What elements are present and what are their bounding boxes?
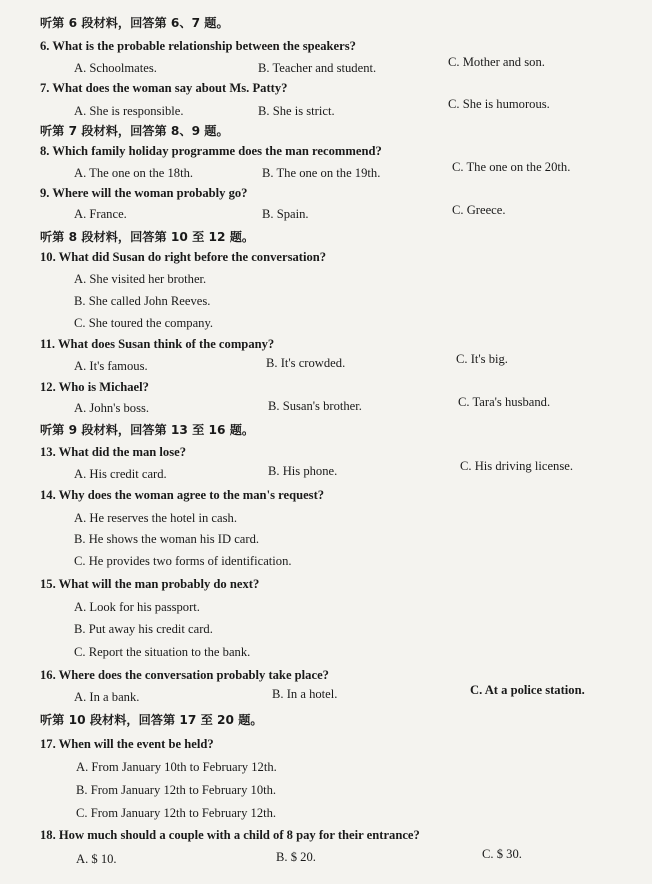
option-9c: C. Greece. bbox=[452, 203, 506, 217]
option-15c: C. Report the situation to the bank. bbox=[74, 645, 251, 659]
option-10c: C. She toured the company. bbox=[74, 316, 214, 330]
question-stem-15: 15. What will the man probably do next? bbox=[40, 577, 260, 591]
option-17b: B. From January 12th to February 10th. bbox=[76, 783, 277, 797]
option-11c: C. It's big. bbox=[456, 352, 508, 366]
option-16b: B. In a hotel. bbox=[272, 687, 338, 701]
option-13b: B. His phone. bbox=[268, 464, 338, 478]
option-12a: A. John's boss. bbox=[74, 401, 150, 415]
section-header-6: 听第 6 段材料，回答第 6、7 题。 bbox=[40, 16, 229, 30]
option-12b: B. Susan's brother. bbox=[268, 399, 362, 413]
option-14b: B. He shows the woman his ID card. bbox=[74, 532, 260, 546]
option-18b: B. $ 20. bbox=[276, 850, 316, 864]
option-8b: B. The one on the 19th. bbox=[262, 166, 381, 180]
option-7c: C. She is humorous. bbox=[448, 97, 550, 111]
option-9a: A. France. bbox=[74, 207, 127, 221]
section-header-10: 听第 10 段材料，回答第 17 至 20 题。 bbox=[40, 713, 263, 727]
question-stem-10: 10. What did Susan do right before the conversation? bbox=[40, 250, 327, 264]
option-6c: C. Mother and son. bbox=[448, 55, 545, 69]
option-6b: B. Teacher and student. bbox=[258, 61, 377, 75]
option-10b: B. She called John Reeves. bbox=[74, 294, 211, 308]
section-header-8: 听第 8 段材料，回答第 10 至 12 题。 bbox=[40, 230, 255, 244]
option-18c: C. $ 30. bbox=[482, 847, 522, 861]
option-15a: A. Look for his passport. bbox=[74, 600, 200, 614]
option-15b: B. Put away his credit card. bbox=[74, 622, 213, 636]
section-header-9: 听第 9 段材料，回答第 13 至 16 题。 bbox=[40, 423, 255, 437]
option-7b: B. She is strict. bbox=[258, 104, 335, 118]
question-stem-7: 7. What does the woman say about Ms. Patty? bbox=[40, 81, 288, 95]
question-stem-14: 14. Why does the woman agree to the man's request? bbox=[40, 488, 325, 502]
question-stem-11: 11. What does Susan think of the company? bbox=[40, 337, 275, 351]
option-17c: C. From January 12th to February 12th. bbox=[76, 806, 277, 820]
option-8a: A. The one on the 18th. bbox=[74, 166, 194, 180]
question-stem-16: 16. Where does the conversation probably take place? bbox=[40, 668, 329, 682]
option-12c: C. Tara's husband. bbox=[458, 395, 551, 409]
question-stem-17: 17. When will the event be held? bbox=[40, 737, 214, 751]
question-stem-18: 18. How much should a couple with a child of 8 pay for their entrance? bbox=[40, 828, 420, 842]
section-header-7: 听第 7 段材料，回答第 8、9 题。 bbox=[40, 124, 229, 138]
question-stem-9: 9. Where will the woman probably go? bbox=[40, 186, 248, 200]
option-10a: A. She visited her brother. bbox=[74, 272, 207, 286]
option-16c: C. At a police station. bbox=[470, 683, 585, 697]
option-14a: A. He reserves the hotel in cash. bbox=[74, 511, 237, 525]
option-13a: A. His credit card. bbox=[74, 467, 167, 481]
option-9b: B. Spain. bbox=[262, 207, 309, 221]
question-stem-13: 13. What did the man lose? bbox=[40, 445, 187, 459]
option-11a: A. It's famous. bbox=[74, 359, 148, 373]
option-6a: A. Schoolmates. bbox=[74, 61, 157, 75]
question-stem-8: 8. Which family holiday programme does the man recommend? bbox=[40, 144, 382, 158]
option-13c: C. His driving license. bbox=[460, 459, 573, 473]
option-17a: A. From January 10th to February 12th. bbox=[76, 760, 277, 774]
question-stem-12: 12. Who is Michael? bbox=[40, 380, 149, 394]
option-11b: B. It's crowded. bbox=[266, 356, 346, 370]
option-14c: C. He provides two forms of identification. bbox=[74, 554, 292, 568]
question-stem-6: 6. What is the probable relationship between the speakers? bbox=[40, 39, 356, 53]
option-8c: C. The one on the 20th. bbox=[452, 160, 571, 174]
option-7a: A. She is responsible. bbox=[74, 104, 184, 118]
option-16a: A. In a bank. bbox=[74, 690, 140, 704]
option-18a: A. $ 10. bbox=[76, 852, 117, 866]
